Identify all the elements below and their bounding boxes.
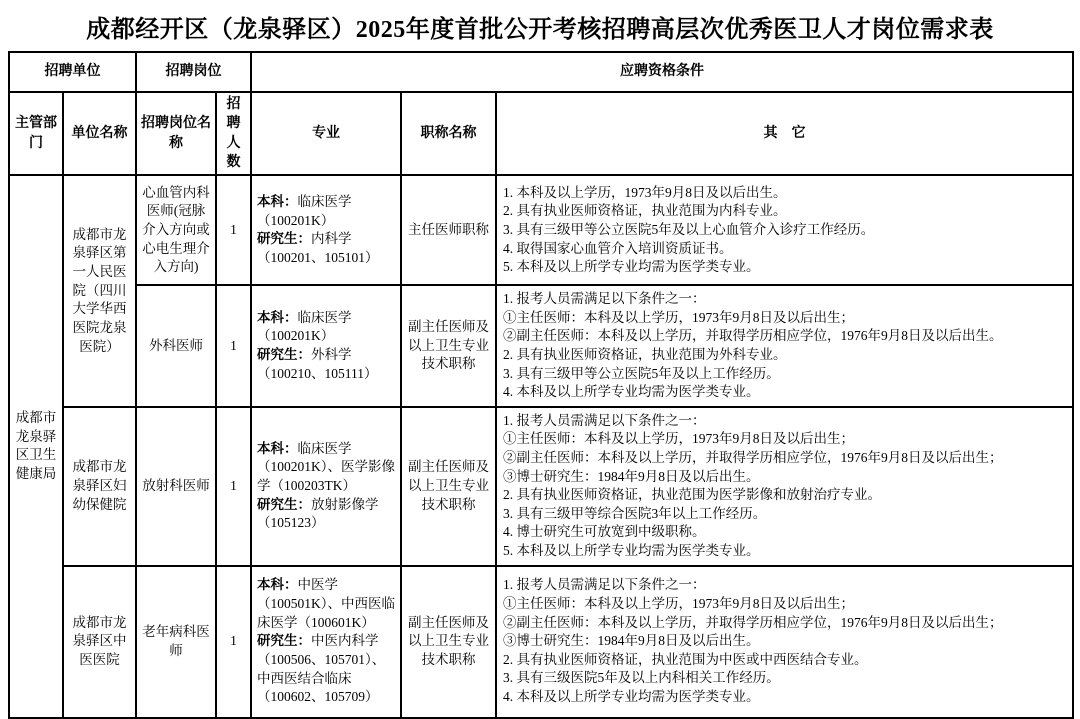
page-title: 成都经开区（龙泉驿区）2025年度首批公开考核招聘高层次优秀医卫人才岗位需求表 — [86, 17, 994, 43]
major-undergrad-label: 本科： — [257, 309, 298, 325]
major-undergrad-label: 本科： — [257, 440, 298, 456]
table-row — [9, 175, 1073, 285]
count-cell: 1 — [216, 175, 251, 285]
major-undergrad: 本科：临床医学（100201K） — [257, 309, 352, 344]
requirement-line: ①主任医师：本科及以上学历，1973年9月8日及以后出生； — [503, 596, 854, 612]
major-cell — [251, 285, 401, 407]
requirement-line: 2. 具有执业医师资格证，执业范围为内科专业。 — [503, 203, 787, 219]
requirement-line: ③博士研究生：1984年9月8日及以后出生。 — [503, 633, 760, 649]
major-cell — [251, 407, 401, 566]
major-undergrad: 本科：中医学（100501K）、中西医临床医学（100601K） — [257, 577, 395, 630]
requirement-line: 2. 具有执业医师资格证，执业范围为中医或中西医结合专业。 — [503, 651, 868, 667]
requirement-line: 5. 本科及以上所学专业均需为医学类专业。 — [503, 542, 760, 558]
major-postgrad-label: 研究生： — [257, 496, 311, 512]
requirement-line: 4. 博士研究生可放宽到中级职称。 — [503, 524, 706, 540]
major-cell — [251, 566, 401, 718]
requirement-line: 4. 本科及以上所学专业均需为医学类专业。 — [503, 384, 760, 400]
major-undergrad: 本科：临床医学（100201K） — [257, 194, 352, 228]
group-header-recruit-post: 招聘岗位 — [136, 52, 251, 92]
other-cell — [496, 285, 1073, 407]
requirement-line: 4. 本科及以上所学专业均需为医学类专业。 — [503, 689, 760, 705]
table-row — [9, 407, 1073, 566]
group-header-recruit-unit: 招聘单位 — [9, 52, 136, 92]
dept-cell: 成都市龙泉驿区卫生健康局 — [9, 175, 63, 717]
requirement-line: ②副主任医师：本科及以上学历，并取得学历相应学位，1976年9月8日及以后出生； — [503, 614, 1003, 630]
post-cell: 外科医师 — [136, 285, 216, 407]
other-cell — [496, 566, 1073, 718]
title-cell: 副主任医师及以上卫生专业技术职称 — [401, 285, 496, 407]
post-cell: 心血管内科医师(冠脉介入方向或心电生理介入方向) — [136, 175, 216, 285]
requirement-line: 3. 具有三级医院5年及以上内科相关工作经历。 — [503, 670, 780, 686]
group-header-qualifications: 应聘资格条件 — [251, 52, 1073, 92]
major-postgrad: 研究生：内科学（100201、105101） — [257, 231, 379, 265]
title-cell: 主任医师职称 — [401, 175, 496, 285]
requirement-line: 1. 本科及以上学历，1973年9月8日及以后出生。 — [503, 184, 787, 200]
requirement-line: 4. 取得国家心血管介入培训资质证书。 — [503, 240, 733, 256]
major-postgrad-label: 研究生： — [257, 231, 311, 247]
post-cell: 放射科医师 — [136, 407, 216, 566]
title-cell: 副主任医师及以上卫生专业技术职称 — [401, 407, 496, 566]
col-header-dept: 主管部门 — [9, 92, 63, 175]
count-cell: 1 — [216, 566, 251, 718]
requirement-line: 5. 本科及以上所学专业均需为医学类专业。 — [503, 259, 760, 275]
major-postgrad: 研究生：中医内科学（100506、105701）、中西医结合临床（100602、105709） — [257, 633, 386, 705]
requirement-line: 3. 具有三级甲等综合医院3年以上工作经历。 — [503, 505, 767, 521]
title-cell: 副主任医师及以上卫生专业技术职称 — [401, 566, 496, 718]
count-cell: 1 — [216, 407, 251, 566]
group-header-row — [9, 52, 1073, 92]
requirement-line: 1. 报考人员需满足以下条件之一： — [503, 291, 706, 307]
unit-cell: 成都市龙泉驿区中医医院 — [63, 566, 136, 718]
requirement-line: ①主任医师：本科及以上学历，1973年9月8日及以后出生； — [503, 309, 854, 325]
unit-cell: 成都市龙泉驿区妇幼保健院 — [63, 407, 136, 566]
job-requirements-table — [8, 51, 1074, 719]
column-header-row — [9, 92, 1073, 175]
major-postgrad-label: 研究生： — [257, 633, 311, 649]
table-row — [9, 566, 1073, 718]
other-cell — [496, 407, 1073, 566]
major-postgrad-label: 研究生： — [257, 347, 311, 363]
major-undergrad-label: 本科： — [257, 577, 298, 593]
requirement-line: ③博士研究生：1984年9月8日及以后出生。 — [503, 468, 760, 484]
requirement-line: 1. 报考人员需满足以下条件之一： — [503, 412, 706, 428]
major-undergrad: 本科：临床医学（100201K）、医学影像学（100203TK） — [257, 440, 395, 493]
major-undergrad-label: 本科： — [257, 194, 298, 209]
col-header-post: 招聘岗位名称 — [136, 92, 216, 175]
count-cell: 1 — [216, 285, 251, 407]
col-header-unit: 单位名称 — [63, 92, 136, 175]
requirement-line: 1. 报考人员需满足以下条件之一： — [503, 577, 706, 593]
requirement-line: 3. 具有三级甲等公立医院5年及以上心血管介入诊疗工作经历。 — [503, 221, 875, 237]
col-header-title: 职称名称 — [401, 92, 496, 175]
requirement-line: 2. 具有执业医师资格证，执业范围为医学影像和放射治疗专业。 — [503, 487, 881, 503]
other-cell — [496, 175, 1073, 285]
table-row — [9, 285, 1073, 407]
col-header-major: 专业 — [251, 92, 401, 175]
requirement-line: ②副主任医师：本科及以上学历，并取得学历相应学位，1976年9月8日及以后出生。 — [503, 328, 1003, 344]
post-cell: 老年病科医师 — [136, 566, 216, 718]
major-postgrad: 研究生：外科学（100210、105111） — [257, 347, 378, 381]
col-header-other: 其 它 — [496, 92, 1073, 175]
requirement-line: ①主任医师：本科及以上学历，1973年9月8日及以后出生； — [503, 431, 854, 447]
major-cell — [251, 175, 401, 285]
requirement-line: ②副主任医师：本科及以上学历，并取得学历相应学位，1976年9月8日及以后出生； — [503, 450, 1003, 465]
col-header-count: 招聘人数 — [216, 92, 251, 175]
requirement-line: 2. 具有执业医师资格证，执业范围为外科专业。 — [503, 347, 787, 363]
unit-cell: 成都市龙泉驿区第一人民医院（四川大学华西医院龙泉医院） — [63, 175, 136, 407]
requirement-line: 3. 具有三级甲等公立医院5年及以上工作经历。 — [503, 365, 780, 381]
major-postgrad: 研究生：放射影像学（105123） — [257, 496, 379, 531]
